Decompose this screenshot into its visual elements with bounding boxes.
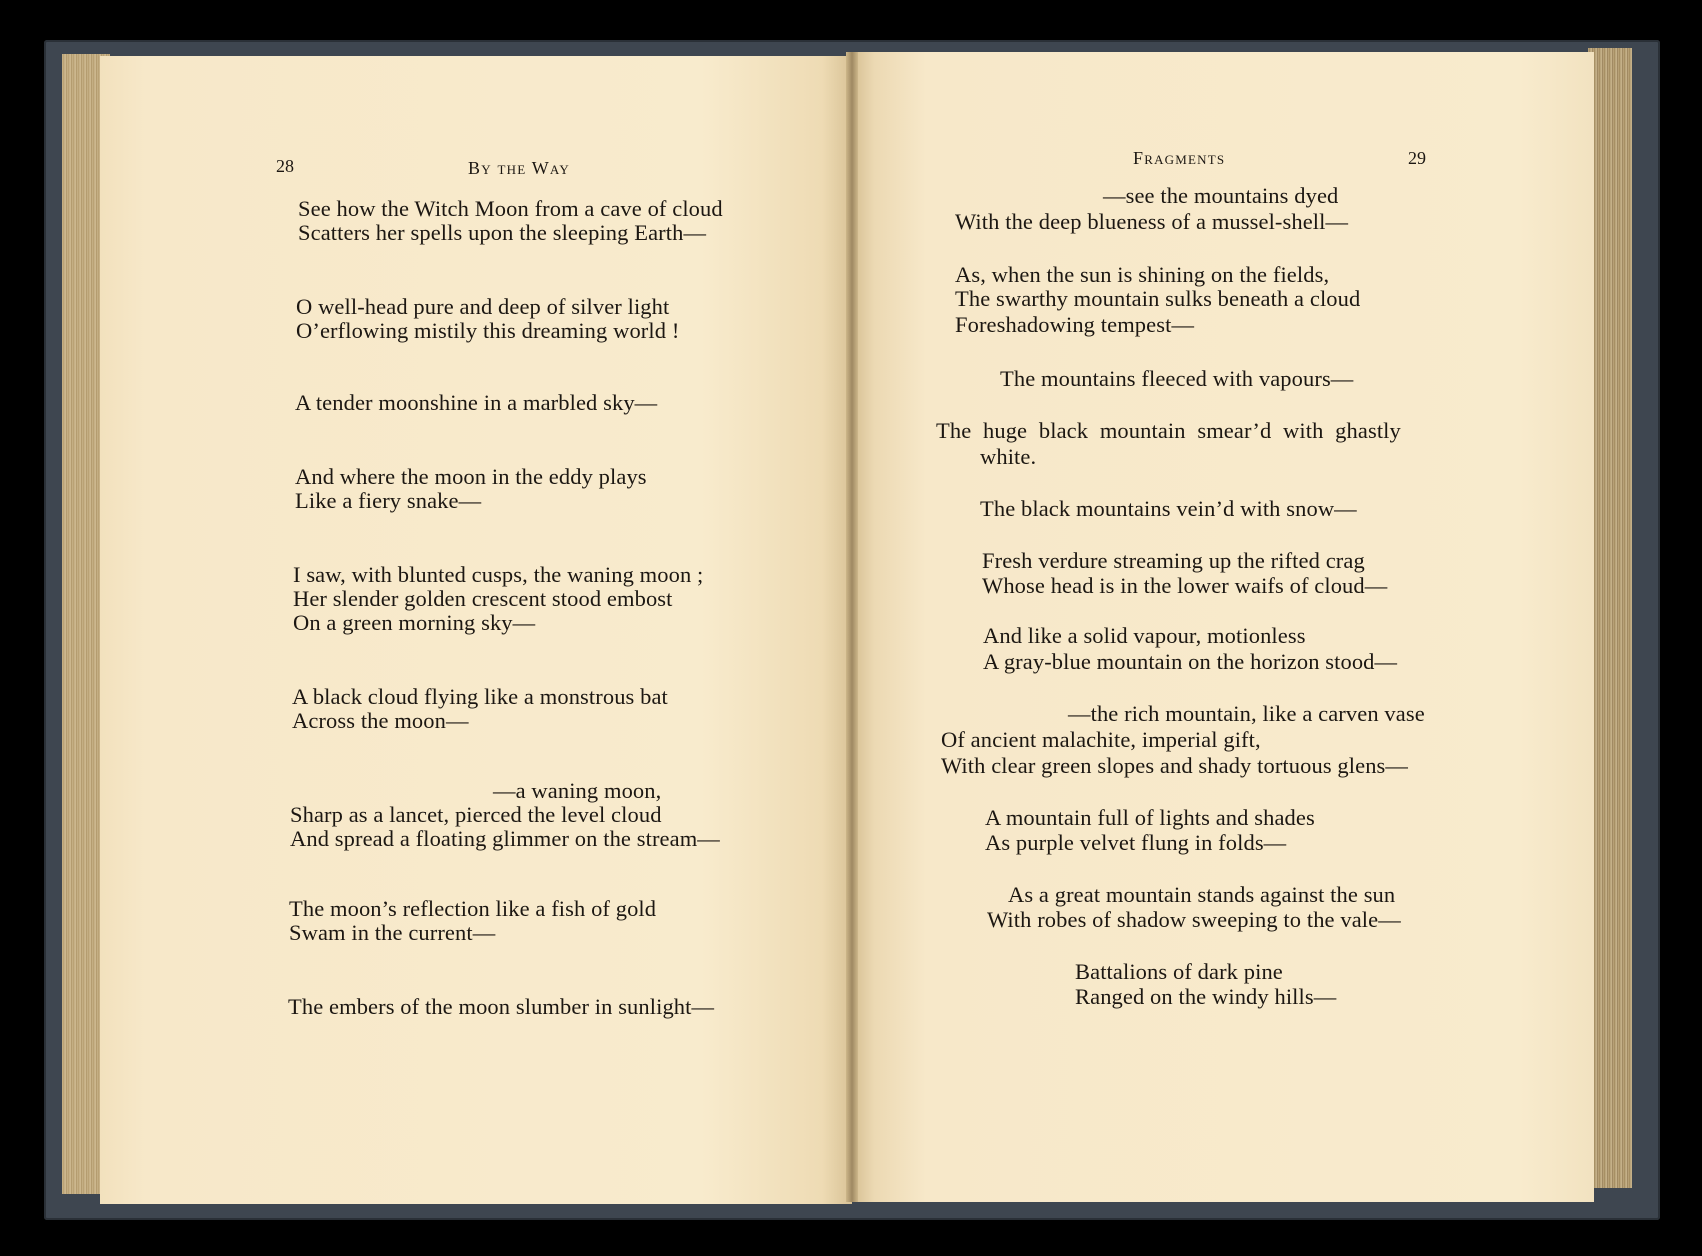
verse-line: Swam in the current— bbox=[289, 920, 496, 945]
left-running-head: By the Way bbox=[468, 158, 570, 178]
verse-line: Whose head is in the lower waifs of cloud— bbox=[982, 573, 1388, 598]
verse-line: A tender moonshine in a marbled sky— bbox=[295, 390, 658, 415]
verse-line: Battalions of dark pine bbox=[1075, 959, 1283, 984]
right-running-head: Fragments bbox=[1133, 148, 1226, 168]
verse-line: Foreshadowing tempest— bbox=[955, 312, 1195, 337]
verse-line: A mountain full of lights and shades bbox=[985, 805, 1315, 830]
verse-line: See how the Witch Moon from a cave of cloud bbox=[298, 196, 723, 221]
page-edges-right bbox=[1588, 48, 1632, 1188]
verse-line: Like a fiery snake— bbox=[295, 488, 482, 513]
verse-line: As purple velvet flung in folds— bbox=[985, 830, 1287, 855]
verse-line: O’erflowing mistily this dreaming world ! bbox=[296, 318, 680, 343]
verse-line: —the rich mountain, like a carven vase bbox=[1068, 701, 1425, 726]
verse-line: I saw, with blunted cusps, the waning moon ; bbox=[293, 562, 704, 587]
verse-line: The mountains fleeced with vapours— bbox=[1000, 366, 1354, 391]
verse-line: With clear green slopes and shady tortuous glens— bbox=[941, 753, 1409, 778]
verse-line: Scatters her spells upon the sleeping Earth— bbox=[298, 220, 707, 245]
verse-line: With the deep blueness of a mussel-shell— bbox=[955, 209, 1349, 234]
verse-line: Across the moon— bbox=[292, 708, 469, 733]
left-page-number: 28 bbox=[276, 156, 294, 176]
verse-line: With robes of shadow sweeping to the vale— bbox=[987, 907, 1401, 932]
verse-line: A gray-blue mountain on the horizon stood— bbox=[983, 649, 1398, 674]
verse-line: Sharp as a lancet, pierced the level cloud bbox=[290, 802, 662, 827]
verse-line: —a waning moon, bbox=[493, 778, 662, 803]
verse-line: As a great mountain stands against the sun bbox=[1008, 882, 1396, 907]
verse-line: O well-head pure and deep of silver light bbox=[296, 294, 670, 319]
verse-line: As, when the sun is shining on the fields, bbox=[955, 262, 1330, 287]
verse-line: white. bbox=[980, 444, 1037, 469]
book-gutter bbox=[846, 52, 858, 1202]
verse-line: And like a solid vapour, motionless bbox=[983, 623, 1306, 648]
right-page-number: 29 bbox=[1408, 148, 1426, 168]
verse-line: The moon’s reflection like a fish of gold bbox=[289, 896, 657, 921]
verse-line: The swarthy mountain sulks beneath a cloud bbox=[955, 286, 1361, 311]
verse-line: A black cloud flying like a monstrous bat bbox=[292, 684, 668, 709]
verse-line: The black mountains vein’d with snow— bbox=[980, 496, 1357, 521]
verse-line: Of ancient malachite, imperial gift, bbox=[941, 727, 1261, 752]
verse-line: The embers of the moon slumber in sunlight— bbox=[288, 994, 715, 1019]
verse-line: On a green morning sky— bbox=[293, 610, 536, 635]
verse-line: Ranged on the windy hills— bbox=[1075, 984, 1337, 1009]
verse-line: Fresh verdure streaming up the rifted crag bbox=[982, 548, 1365, 573]
verse-line: And where the moon in the eddy plays bbox=[295, 464, 647, 489]
verse-line: And spread a floating glimmer on the stream— bbox=[290, 826, 720, 851]
verse-line: Her slender golden crescent stood embost bbox=[293, 586, 673, 611]
verse-line: The huge black mountain smear’d with ghastly bbox=[936, 418, 1401, 443]
verse-line: —see the mountains dyed bbox=[1103, 183, 1339, 208]
